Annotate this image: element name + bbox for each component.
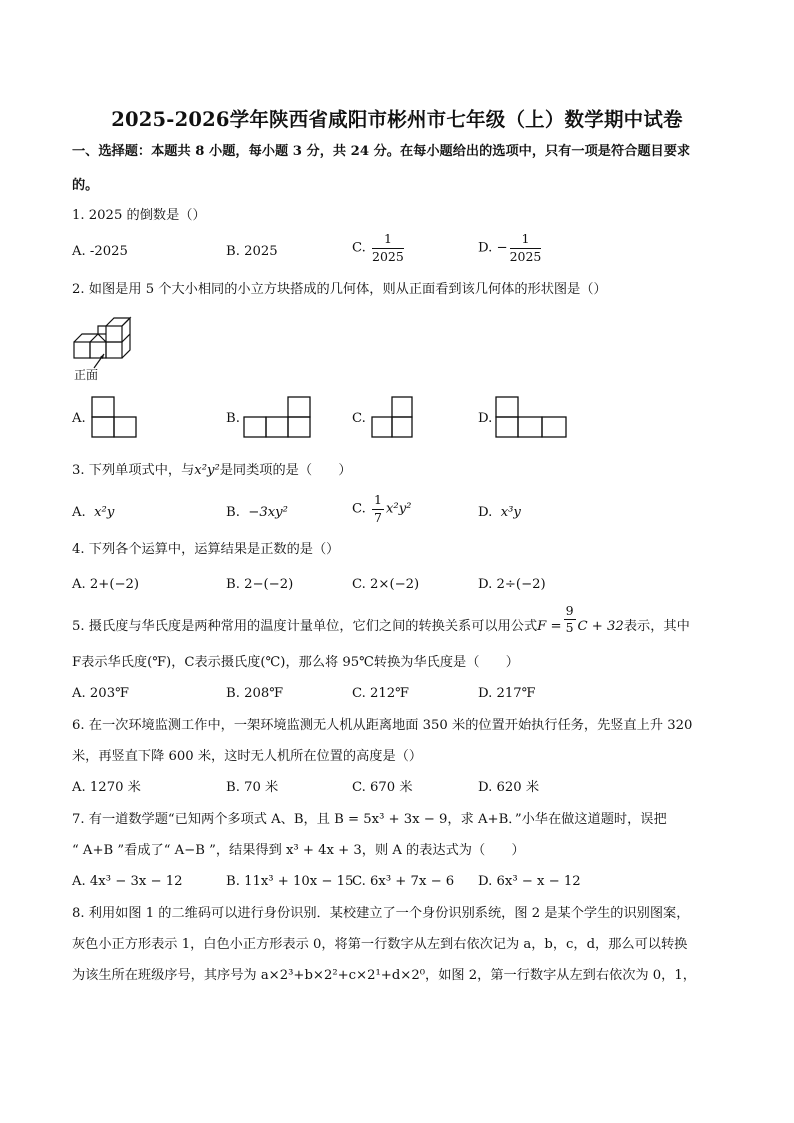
q1-option-c-label: C. xyxy=(352,240,366,256)
q1-d-numerator: 1 xyxy=(510,233,542,249)
q1-c-denominator: 2025 xyxy=(372,248,404,264)
q3-c-expr: x²y² xyxy=(385,501,412,517)
q1-option-d xyxy=(478,233,543,263)
q2-option-a-figure xyxy=(90,395,140,441)
q3-c-denominator: 7 xyxy=(374,509,382,525)
q5-option-c: C. 212℉ xyxy=(352,686,409,701)
q1-option-c xyxy=(352,233,406,263)
q2-option-a-label: A. xyxy=(72,411,86,426)
q6-option-a: A. 1270 米 xyxy=(72,780,141,795)
q1-d-denominator: 2025 xyxy=(509,248,542,264)
q3-option-d xyxy=(478,504,521,522)
q8-stem: 8. 利用如图 1 的二维码可以进行身份识别．某校建立了一个身份识别系统，图 2 是某个学生的识别图案， xyxy=(72,906,690,921)
q3-c-label: C. xyxy=(352,501,366,517)
q6-stem: 6. 在一次环境监测工作中，一架环境监测无人机从距离地面 350 米的位置开始执行任务，先竖直上升 320 xyxy=(72,718,693,733)
q6-stem-line2: 米，再竖直下降 600 米，这时无人机所在位置的高度是（） xyxy=(72,749,423,764)
q3-c-numerator: 1 xyxy=(372,494,384,510)
q1-option-d-label: D. xyxy=(478,240,493,256)
q7-option-b: B. 11x³ + 10x − 15 xyxy=(226,874,354,889)
section-heading: 一、选择题：本题共 8 小题，每小题 3 分，共 24 分。在每小题给出的选项中，只有一项是符合题目要求 xyxy=(72,144,691,159)
q3-a-label: A. xyxy=(72,505,86,520)
q2-option-b-figure xyxy=(242,395,312,441)
q2-stem: 2. 如图是用 5 个大小相同的小立方块搭成的几何体，则从正面看到该几何体的形状图是（） xyxy=(72,282,607,297)
q5-option-d: D. 217℉ xyxy=(478,686,536,701)
q7-stem-line2: “ A+B ”看成了“ A−B ”，结果得到 x³ + 4x + 3，则 A 的表达式为（ ） xyxy=(72,843,525,858)
q3-stem xyxy=(72,462,352,480)
q3-b-label: B. xyxy=(226,505,240,520)
q5-option-a: A. 203℉ xyxy=(72,686,129,701)
q4-option-c: C. 2×(−2) xyxy=(352,577,420,592)
q3-c-fraction xyxy=(372,494,384,524)
q4-option-b: B. 2−(−2) xyxy=(226,577,294,592)
q1-c-numerator: 1 xyxy=(372,233,404,249)
q6-option-d: D. 620 米 xyxy=(478,780,540,795)
q3-stem-pre: 3. 下列单项式中，与 xyxy=(72,463,195,478)
q3-d-expr: x³y xyxy=(500,505,521,520)
page-title: 2025-2026学年陕西省咸阳市彬州市七年级（上）数学期中试卷 xyxy=(111,108,683,131)
q7-option-a: A. 4x³ − 3x − 12 xyxy=(72,874,183,889)
q4-option-a: A. 2+(−2) xyxy=(72,577,140,592)
q3-b-expr: −3xy² xyxy=(248,505,288,520)
q5-option-b: B. 208℉ xyxy=(226,686,284,701)
q3-d-label: D. xyxy=(478,505,493,520)
q8-stem-line3: 为该生所在班级序号，其序号为 a×2³+b×2²+c×2¹+d×2⁰，如图 2，第一行数字从左到右依次为 0，1， xyxy=(72,968,696,983)
section-heading-cont: 的。 xyxy=(72,178,99,193)
q3-stem-expr: x²y² xyxy=(194,463,220,478)
q2-option-c-figure xyxy=(370,395,416,441)
q5-stem-pre: 5. 摄氏度与华氏度是两种常用的温度计量单位，它们之间的转换关系可以用公式 xyxy=(72,619,538,634)
q1-stem: 1. 2025 的倒数是（） xyxy=(72,208,206,223)
q5-formula-rhs: C + 32 xyxy=(577,619,624,634)
q1-option-d-fraction xyxy=(510,233,542,263)
q2-option-d-figure xyxy=(494,395,570,441)
q5-formula-denominator: 5 xyxy=(565,620,574,635)
q7-stem: 7. 有一道数学题“已知两个多项式 A、B，且 B = 5x³ + 3x − 9，求 A+B．”小华在做这道题时，误把 xyxy=(72,812,667,827)
front-view-label: 正面 xyxy=(74,368,99,382)
q5-stem-post: 表示，其中 xyxy=(623,619,690,634)
q5-formula-fraction xyxy=(564,602,576,635)
q1-option-d-sign: − xyxy=(496,240,508,256)
q1-option-c-fraction xyxy=(372,233,404,263)
q3-stem-post: 是同类项的是（ ） xyxy=(219,463,352,478)
q1-option-a: A. -2025 xyxy=(72,244,128,259)
q4-option-d: D. 2÷(−2) xyxy=(478,577,546,592)
q2-option-d-label: D. xyxy=(478,411,493,426)
q6-option-c: C. 670 米 xyxy=(352,780,413,795)
q7-option-d: D. 6x³ − x − 12 xyxy=(478,874,581,889)
q3-option-a xyxy=(72,504,114,522)
q1-option-b: B. 2025 xyxy=(226,244,278,259)
q6-option-b: B. 70 米 xyxy=(226,780,279,795)
q5-formula-numerator: 9 xyxy=(564,605,576,621)
q3-option-b xyxy=(226,504,288,522)
q5-stem-line2: F表示华氏度(℉)，C表示摄氏度(℃)，那么将 95℃转换为华氏度是（ ） xyxy=(72,655,519,670)
q8-stem-line2: 灰色小正方形表示 1，白色小正方形表示 0，将第一行数字从左到右依次记为 a，b，c，d，那么可以转换 xyxy=(72,937,688,952)
q7-option-c: C. 6x³ + 7x − 6 xyxy=(352,874,455,889)
q2-option-c-label: C. xyxy=(352,411,366,426)
q2-option-b-label: B. xyxy=(226,411,240,426)
q5-stem xyxy=(72,602,690,636)
q3-a-expr: x²y xyxy=(94,505,115,520)
q3-option-c xyxy=(352,494,411,524)
q5-formula-lhs: F = xyxy=(537,619,562,634)
q4-stem: 4. 下列各个运算中，运算结果是正数的是（） xyxy=(72,542,340,557)
